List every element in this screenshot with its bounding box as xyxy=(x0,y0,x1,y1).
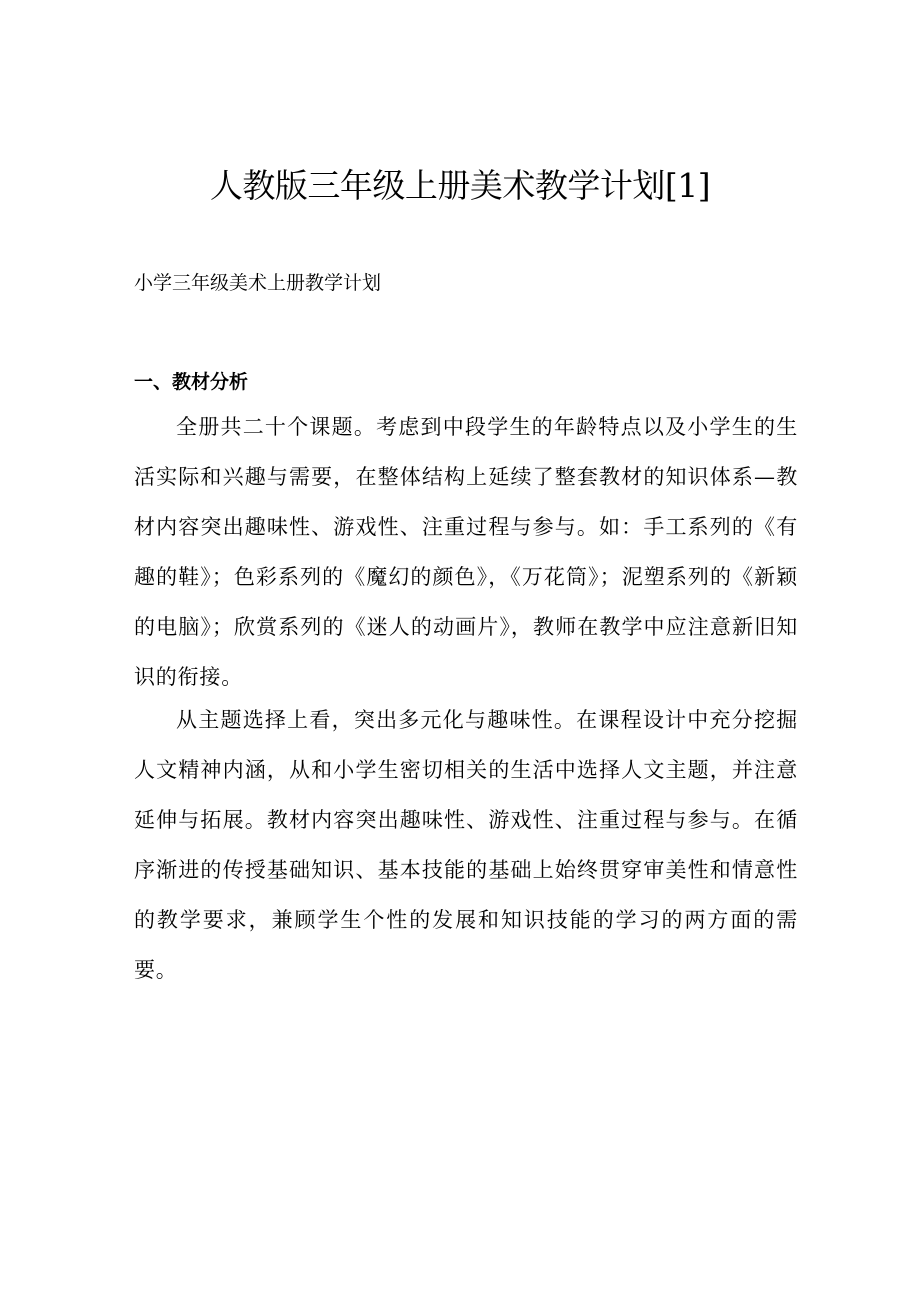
paragraph-theme-selection: 从主题选择上看，突出多元化与趣味性。在课程设计中充分挖掘人文精神内涵，从和小学生密切相关的生活中选择人文主题，并注意延伸与拓展。教材内容突出趣味性、游戏性、注重过程与参与。在循序渐进的传授基础知识、基本技能的基础上始终贯穿审美性和情意性的教学要求，兼顾学生个性的发展和知识技能的学习的两方面的需要。 xyxy=(134,708,798,982)
section-heading-textbook-analysis: 一、教材分析 xyxy=(134,371,249,393)
document-subtitle: 小学三年级美术上册教学计划 xyxy=(134,272,382,294)
paragraph-textbook-overview: 全册共二十个课题。考虑到中段学生的年龄特点以及小学生的生活实际和兴趣与需要，在整体结构上延续了整套教材的知识体系—教材内容突出趣味性、游戏性、注重过程与参与。如：手工系列的《有趣的鞋》；色彩系列的《魔幻的颜色》，《万花筒》；泥塑系列的《新颖的电脑》；欣赏系列的《迷人的动画片》，教师在教学中应注意新旧知识的衔接。 xyxy=(134,415,798,689)
document-title: 人教版三年级上册美术教学计划[1] xyxy=(209,166,711,205)
